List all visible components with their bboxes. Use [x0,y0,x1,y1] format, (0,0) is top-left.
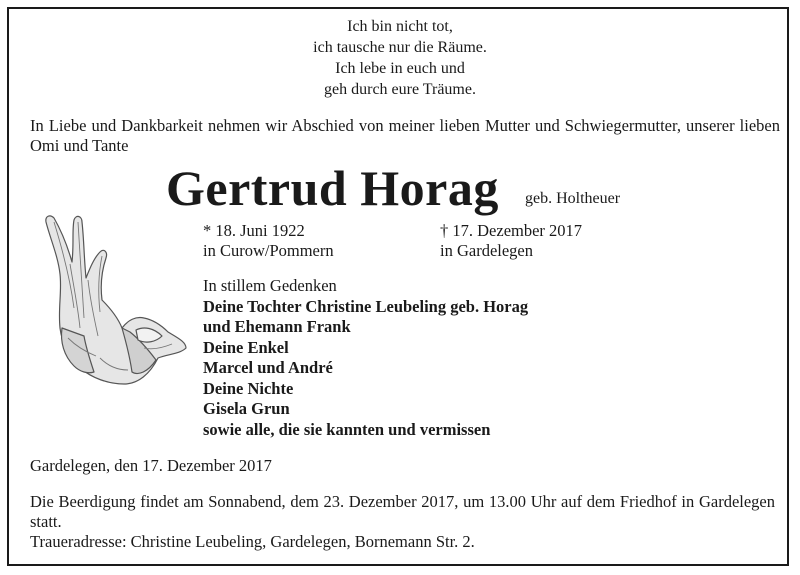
mourner-line: und Ehemann Frank [203,317,351,336]
mourner-line: sowie alle, die sie kannten und vermissen [203,419,491,439]
birth-name: geb. Holtheuer [525,190,621,207]
birth-place: in Curow/Pommern [203,241,334,260]
mourner-line: Deine Tochter Christine Leubeling geb. Horag [203,296,529,316]
poem-line: Ich bin nicht tot, [347,18,453,35]
death-date: † 17. Dezember 2017 [440,221,583,240]
poem-line: ich tausche nur die Räume. [313,39,487,56]
mourner-line: Deine Nichte [203,378,294,398]
death-info [440,221,582,261]
poem [0,16,800,100]
poem-line: geh durch eure Träume. [324,81,476,98]
intro-text: In Liebe und Dankbarkeit nehmen wir Abschied von meiner lieben Mutter und Schwiegermutter, unserer lieben Omi und Tante [30,116,780,155]
birth-date: * 18. Juni 1922 [203,221,305,240]
death-place: in Gardelegen [440,241,533,260]
deceased-name: Gertrud Horag [166,160,499,216]
place-date: Gardelegen, den 17. Dezember 2017 [30,456,272,475]
birth-info [203,221,334,261]
funeral-info: Die Beerdigung findet am Sonnabend, dem 23. Dezember 2017, um 13.00 Uhr auf dem Friedhof in Gardelegen statt. [30,492,775,531]
praying-hands-icon [40,208,190,388]
poem-line: Ich lebe in euch und [335,60,465,77]
mourner-line: Deine Enkel [203,337,289,357]
mourning-address: Traueradresse: Christine Leubeling, Gardelegen, Bornemann Str. 2. [30,532,475,551]
mourners-heading: In stillem Gedenken [203,276,337,295]
mourner-line: Marcel und André [203,358,333,377]
mourners-list [203,276,528,440]
mourner-line: Gisela Grun [203,399,290,418]
